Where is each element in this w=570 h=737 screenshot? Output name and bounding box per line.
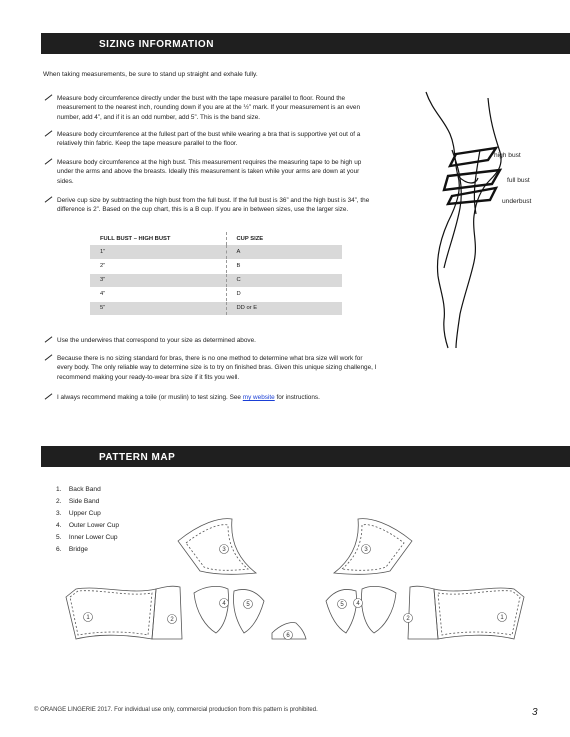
pencil-icon	[43, 158, 53, 166]
piece-marker	[284, 631, 293, 640]
table-row: 2” B	[90, 259, 342, 273]
pattern-map-drawing	[60, 515, 530, 645]
piece-marker	[404, 614, 413, 623]
svg-text:2: 2	[406, 616, 410, 623]
list-item: 6. Bridge	[56, 546, 88, 553]
sizing-information-header	[41, 33, 570, 54]
high-bust-label: high bust	[494, 152, 521, 159]
svg-text:4: 4	[222, 601, 226, 608]
table-row: 5” DD or E	[90, 301, 342, 315]
piece-marker	[168, 615, 177, 624]
svg-text:5: 5	[340, 602, 344, 609]
table-row: 4” D	[90, 287, 342, 301]
svg-text:6: 6	[286, 633, 290, 640]
svg-text:1: 1	[500, 615, 504, 622]
pencil-icon	[43, 393, 53, 401]
sizing-information-title: SIZING INFORMATION	[99, 39, 214, 50]
piece-marker	[498, 613, 507, 622]
piece-marker	[84, 613, 93, 622]
pencil-icon	[43, 94, 53, 102]
pattern-map-header	[41, 446, 570, 467]
full-bust-label: full bust	[507, 177, 530, 184]
svg-text:2: 2	[170, 617, 174, 624]
list-item: 4. Outer Lower Cup	[56, 522, 120, 529]
cup-size-table	[90, 232, 342, 316]
intro-text: When taking measurements, be sure to stand up straight and exhale fully.	[43, 71, 258, 78]
list-item: 3. Upper Cup	[56, 510, 101, 517]
list-item: 1. Back Band	[56, 486, 101, 493]
piece-marker	[338, 600, 347, 609]
svg-text:5: 5	[246, 602, 250, 609]
piece-marker	[354, 599, 363, 608]
copyright-footer: © ORANGE LINGERIE 2017. For individual use only, commercial production from this pattern is prohibited.	[34, 707, 318, 713]
piece-marker	[362, 545, 371, 554]
my-website-link[interactable]: my website	[242, 394, 275, 401]
list-item: 5. Inner Lower Cup	[56, 534, 118, 541]
piece-marker	[220, 545, 229, 554]
bust-measurement-figure	[418, 90, 570, 350]
svg-text:4: 4	[356, 601, 360, 608]
svg-text:3: 3	[222, 547, 226, 554]
pencil-icon	[43, 336, 53, 344]
pattern-map-title: PATTERN MAP	[99, 452, 176, 463]
piece-marker	[220, 599, 229, 608]
page-number: 3	[532, 707, 538, 718]
table-header-difference: FULL BUST – HIGH BUST	[100, 235, 171, 242]
table-row: 1” A	[90, 245, 342, 259]
list-item: 2. Side Band	[56, 498, 100, 505]
svg-text:1: 1	[86, 615, 90, 622]
underbust-label: underbust	[502, 198, 532, 205]
table-row: 3” C	[90, 273, 342, 287]
pencil-icon	[43, 130, 53, 138]
pencil-icon	[43, 196, 53, 204]
piece-marker	[244, 600, 253, 609]
pencil-icon	[43, 354, 53, 362]
table-header-cup: CUP SIZE	[226, 232, 342, 245]
svg-text:3: 3	[364, 547, 368, 554]
